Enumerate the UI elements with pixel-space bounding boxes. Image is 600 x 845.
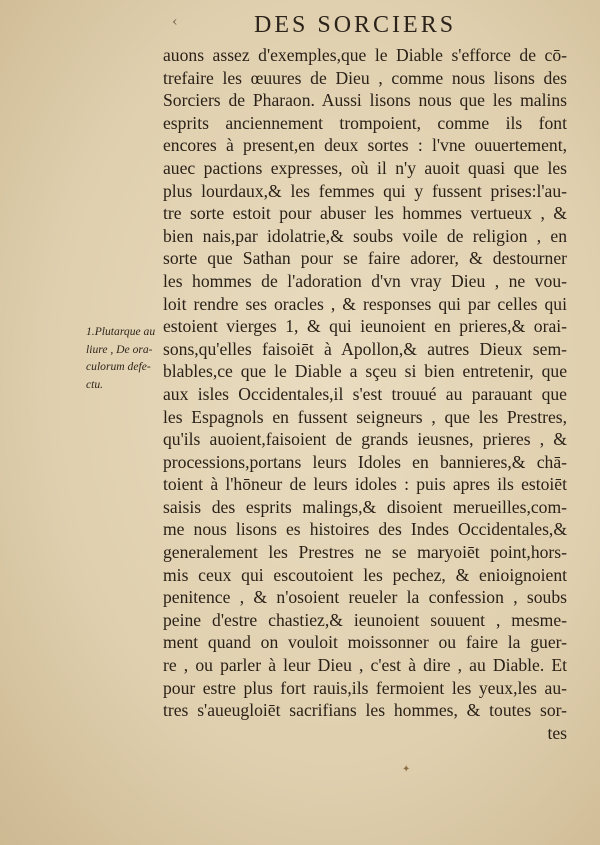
text-line: les Espagnols en fussent seigneurs , que les Prestres, xyxy=(163,406,567,427)
margin-note-line: culorum defe- xyxy=(86,360,151,373)
text-line: esprits anciennement trompoient, comme ils font xyxy=(163,112,567,133)
text-line: ment quand on vouloit moissonner ou faire la guer- xyxy=(163,632,567,653)
text-line: mis ceux qui escoutoient les pechez, & enioignoient xyxy=(163,564,567,585)
text-line: generalement les Prestres ne se maryoiēt point,hors- xyxy=(163,542,567,563)
text-line: encores à present,en deux sortes : l'vne ouuertement, xyxy=(163,135,567,156)
text-line: auons assez d'exemples,que le Diable s'efforce de cō- xyxy=(163,45,567,65)
margin-note-line: ctu. xyxy=(86,377,104,391)
running-head xyxy=(0,12,600,42)
text-line: saisis des esprits malings,& disoient merueilles,com- xyxy=(163,496,567,517)
margin-note-line: 1.Plutarque au xyxy=(86,325,156,338)
margin-note xyxy=(86,323,164,393)
text-line: estoient vierges 1, & qui ieunoient en prieres,& orai- xyxy=(163,316,567,337)
text-line: peine d'estre chastiez,& ieunoient souuent , mesme- xyxy=(163,609,567,630)
text-line: trefaire les œuures de Dieu , comme nous lisons des xyxy=(163,67,567,88)
text-line: penitence , & n'osoient reueler la confession , soubs xyxy=(163,587,567,608)
catchword: tes xyxy=(547,722,567,743)
text-line: processions,portans leurs Idoles en bannieres,& chā- xyxy=(163,451,567,472)
text-line: loit rendre ses oracles , & responses qui par celles qui xyxy=(163,293,567,314)
text-line: Sorciers de Pharaon. Aussi lisons nous que les malins xyxy=(163,90,567,111)
text-line: sons,qu'elles faisoiēt à Apollon,& autres Dieux sem- xyxy=(163,338,567,359)
page-title: DES SORCIERS xyxy=(254,12,457,38)
text-line: bien nais,par idolatrie,& soubs voile de religion , en xyxy=(163,225,567,246)
text-line: qu'ils auoient,faisoient de grands ieusnes, prieres , & xyxy=(163,429,567,450)
text-line: blables,ce que le Diable a sçeu si bien entretenir, que xyxy=(163,361,567,382)
text-line: aux isles Occidentales,il s'est trouué au parauant que xyxy=(163,383,567,404)
text-line: me nous lisons es histoires des Indes Occidentales,& xyxy=(163,519,567,540)
text-line: toient à l'hōneur de leurs idoles : puis apres ils estoiēt xyxy=(163,474,567,495)
text-line: tre sorte estoit pour abuser les hommes vertueux , & xyxy=(163,203,567,224)
text-line: sorte que Sathan pour se faire adorer, & destourner xyxy=(163,248,567,269)
text-line: plus lourdaux,& les femmes qui y fussent prises:l'au- xyxy=(163,180,567,201)
text-line: auec pactions expresses, où il n'y auoit quasi que les xyxy=(163,157,567,178)
text-line: re , ou parler à leur Dieu , c'est à dire , au Diable. Et xyxy=(163,655,567,676)
margin-note-line: liure , De ora- xyxy=(86,342,153,356)
ornament-mark: ✦ xyxy=(402,764,411,775)
printer-mark: ‹ xyxy=(172,14,178,30)
text-line: tres s'aueugloiēt sacrifians les hommes, & toutes sor- xyxy=(163,700,567,721)
body-text xyxy=(163,44,567,744)
text-line: les hommes de l'adoration d'vn vray Dieu , ne vou- xyxy=(163,270,567,291)
text-line: pour estre plus fort rauis,ils fermoient les yeux,les au- xyxy=(163,677,567,698)
